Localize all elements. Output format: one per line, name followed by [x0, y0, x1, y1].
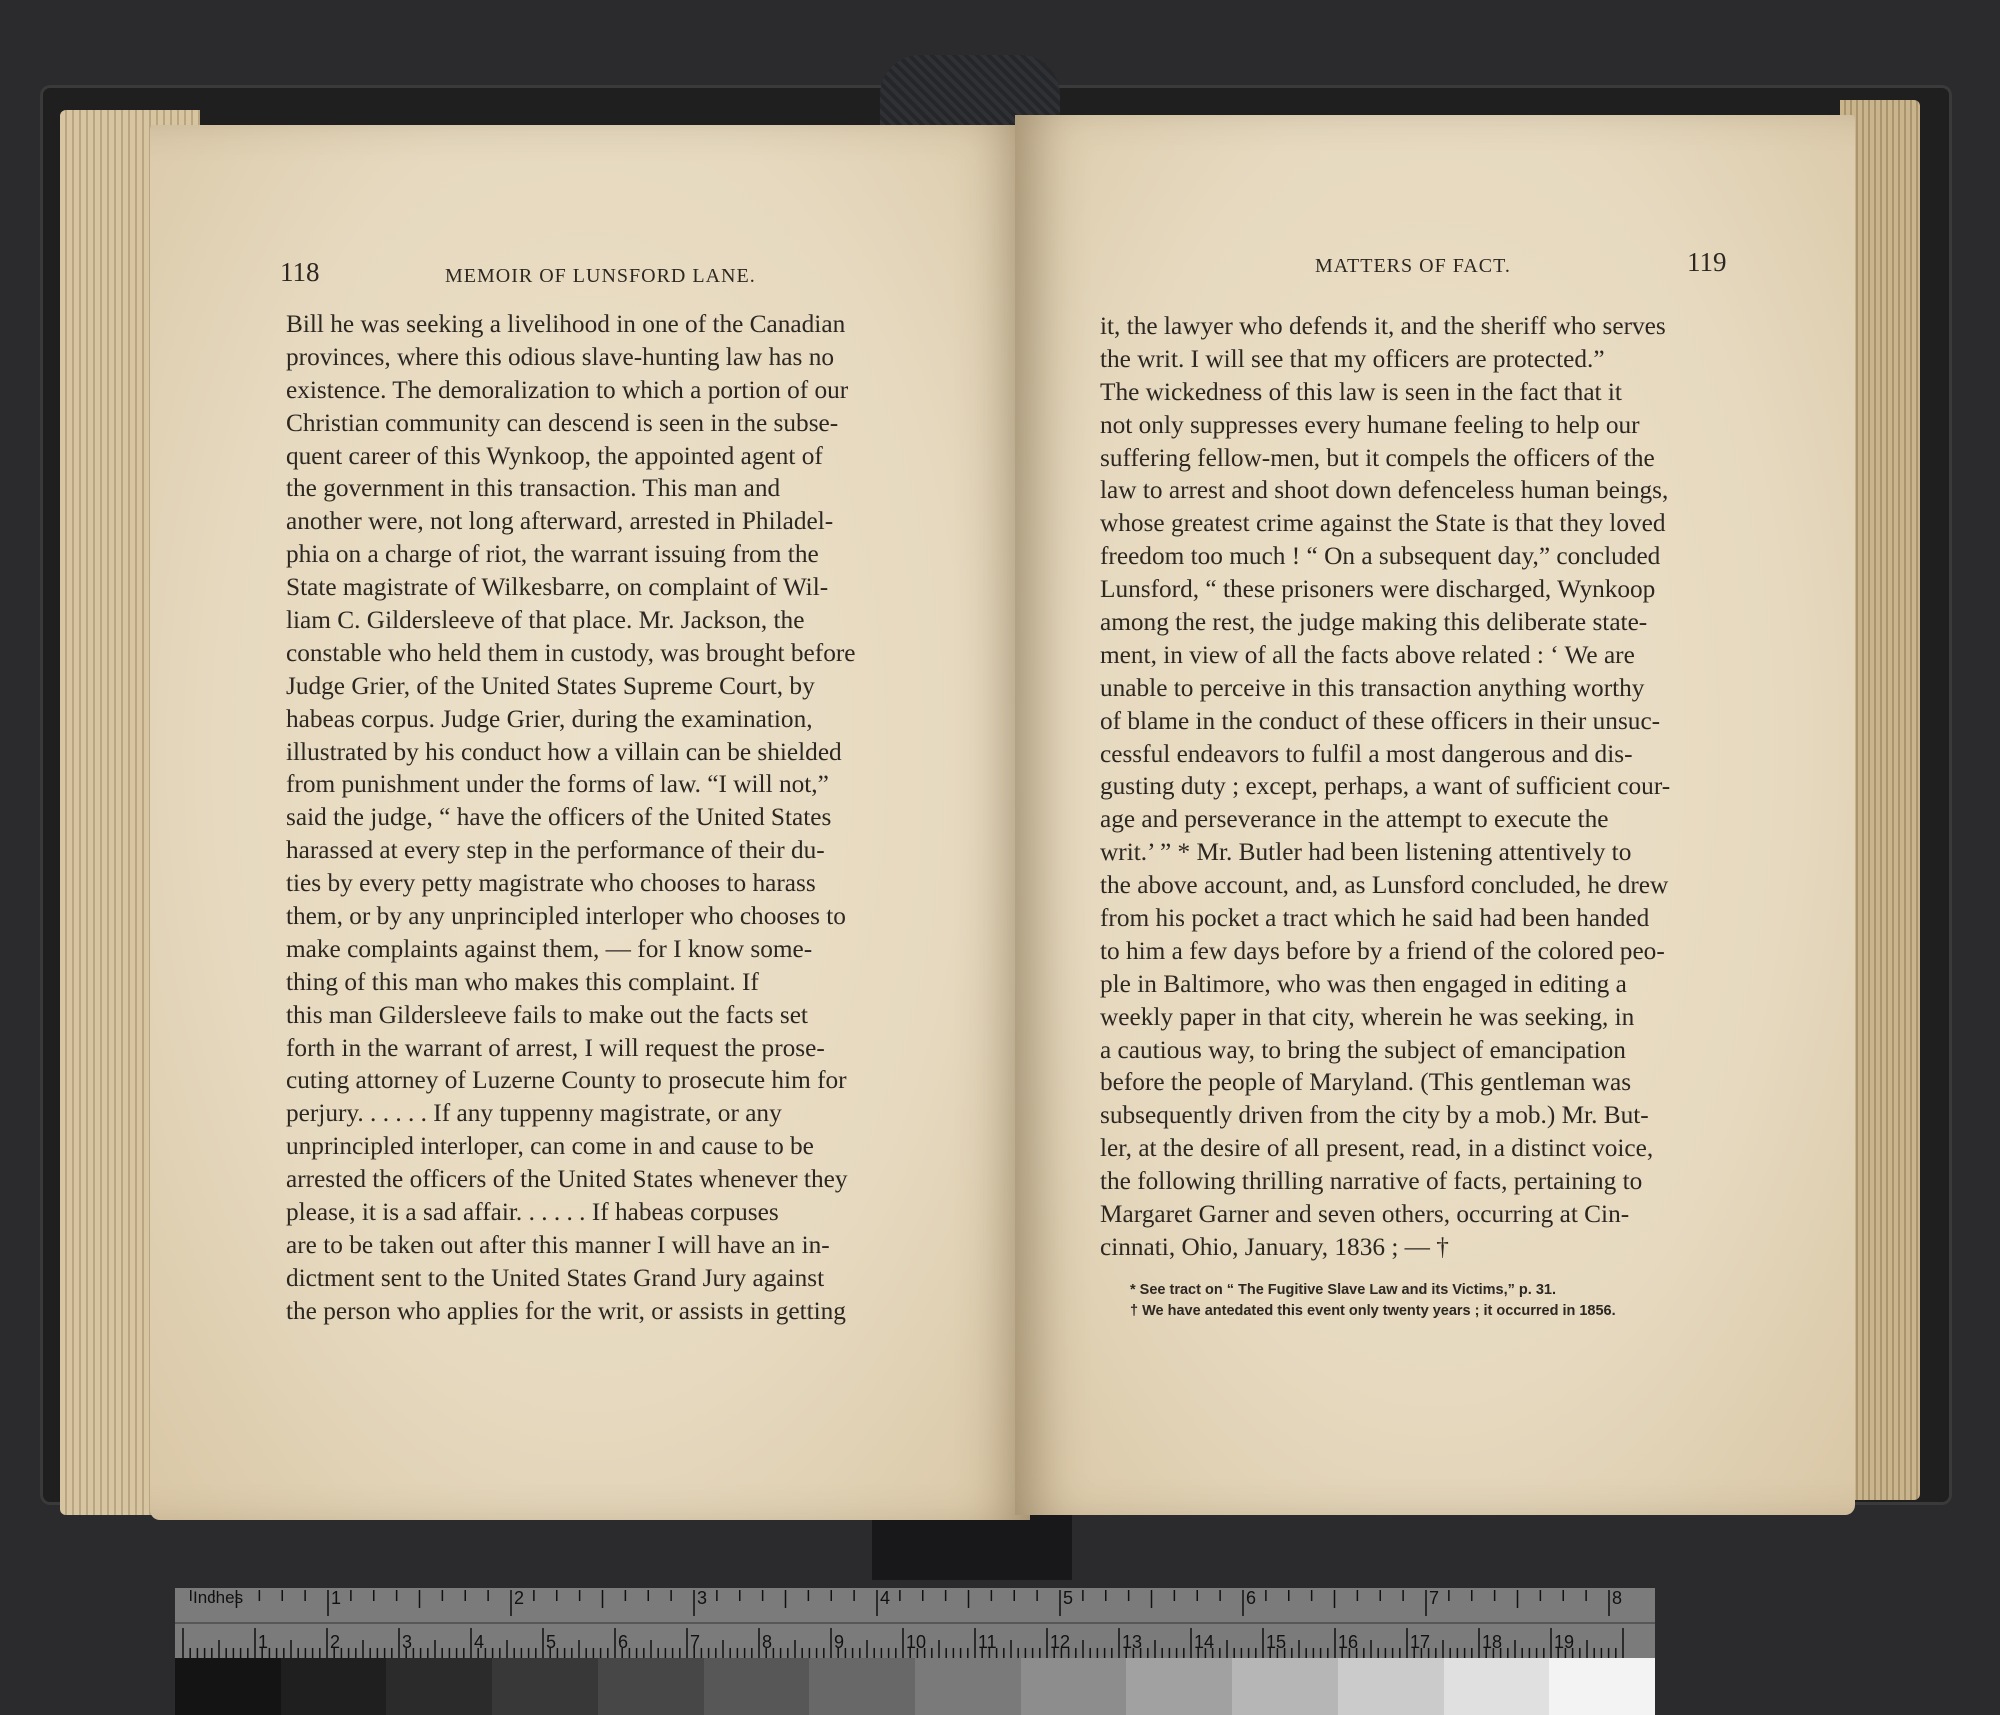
- text-line: another were, not long afterward, arrested in Philadel-: [286, 507, 834, 536]
- inch-label: 8: [1612, 1588, 1623, 1608]
- gray-patch: [1549, 1658, 1655, 1715]
- text-line: them, or by any unprincipled interloper who chooses to: [286, 902, 846, 931]
- text-line: age and perseverance in the attempt to execute the: [1100, 805, 1609, 834]
- cm-label: 8: [762, 1632, 773, 1652]
- text-line: a cautious way, to bring the subject of emancipation: [1100, 1035, 1626, 1064]
- footnote: † We have antedated this event only twenty years ; it occurred in 1856.: [1130, 1303, 1616, 1319]
- gray-patch: [704, 1658, 810, 1715]
- cm-label: 14: [1194, 1632, 1215, 1652]
- gray-patch: [492, 1658, 598, 1715]
- gray-patch: [1232, 1658, 1338, 1715]
- left-page: [150, 125, 1030, 1520]
- text-line: freedom too much ! “ On a subsequent day,” concluded: [1100, 542, 1661, 571]
- scale-ruler: [175, 1588, 1655, 1715]
- text-line: existence. The demoralization to which a portion of our: [286, 375, 849, 404]
- text-line: perjury. . . . . . If any tuppenny magistrate, or any: [286, 1099, 782, 1128]
- right-page: [1015, 115, 1855, 1515]
- text-line: this man Gildersleeve fails to make out the facts set: [286, 1000, 808, 1029]
- text-line: make complaints against them, — for I know some-: [286, 934, 813, 963]
- ruler-unit-label: Inches: [193, 1588, 244, 1607]
- cm-label: 13: [1122, 1632, 1143, 1652]
- text-line: from his pocket a tract which he said had been handed: [1100, 904, 1650, 933]
- text-line: suffering fellow-men, but it compels the officers of the: [1100, 443, 1655, 472]
- cm-label: 5: [546, 1632, 557, 1652]
- text-line: Lunsford, “ these prisoners were discharged, Wynkoop: [1100, 575, 1656, 604]
- text-line: harassed at every step in the performance of their du-: [286, 836, 825, 865]
- text-line: Bill he was seeking a livelihood in one of the Canadian: [286, 310, 846, 338]
- cm-label: 4: [474, 1632, 485, 1652]
- text-line: provinces, where this odious slave-hunting law has no: [286, 342, 834, 371]
- text-line: habeas corpus. Judge Grier, during the examination,: [286, 704, 813, 733]
- text-line: to him a few days before by a friend of the colored peo-: [1100, 936, 1665, 965]
- cm-label: 17: [1410, 1632, 1431, 1652]
- inch-label: 4: [880, 1588, 891, 1608]
- gray-patch: [1021, 1658, 1127, 1715]
- gray-patch: [175, 1658, 281, 1715]
- page-body: [286, 308, 926, 1328]
- cm-label: 7: [690, 1632, 701, 1652]
- cm-label: 12: [1050, 1632, 1071, 1652]
- cm-label: 1: [258, 1632, 269, 1652]
- footnotes: [1130, 1280, 1710, 1322]
- text-line: ler, at the desire of all present, read, in a distinct voice,: [1100, 1134, 1654, 1163]
- gray-patch: [915, 1658, 1021, 1715]
- text-line: the government in this transaction. This man and: [286, 474, 781, 503]
- text-line: arrested the officers of the United States whenever they: [286, 1165, 848, 1194]
- ruler-scale: [175, 1588, 1655, 1658]
- text-line: before the people of Maryland. (This gentleman was: [1100, 1068, 1632, 1097]
- cm-label: 11: [978, 1632, 997, 1652]
- gray-patch: [1444, 1658, 1550, 1715]
- text-line: ties by every petty magistrate who chooses to harass: [286, 869, 816, 898]
- inch-label: 7: [1429, 1588, 1440, 1608]
- text-line: whose greatest crime against the State is that they loved: [1100, 509, 1666, 538]
- text-line: from punishment under the forms of law. “I will not,”: [286, 770, 829, 799]
- text-line: constable who held them in custody, was brought before: [286, 638, 856, 667]
- text-line: Christian community can descend is seen in the subse-: [286, 408, 839, 437]
- inch-label: 5: [1063, 1588, 1074, 1608]
- page-number: 118: [280, 257, 320, 287]
- text-line: cuting attorney of Luzerne County to prosecute him for: [286, 1066, 847, 1095]
- cm-label: 9: [834, 1632, 845, 1652]
- inch-label: 1: [331, 1588, 342, 1608]
- text-line: writ.’ ” * Mr. Butler had been listening attentively to: [1100, 838, 1632, 867]
- gray-patch: [386, 1658, 492, 1715]
- cm-label: 15: [1266, 1632, 1287, 1652]
- text-line: the person who applies for the writ, or assists in getting: [286, 1296, 846, 1325]
- running-head: MATTERS OF FACT.: [1315, 255, 1511, 277]
- gray-patch: [1338, 1658, 1444, 1715]
- text-line: not only suppresses every humane feeling to help our: [1100, 410, 1640, 439]
- text-line: cinnati, Ohio, January, 1836 ; — †: [1100, 1232, 1449, 1261]
- text-line: Margaret Garner and seven others, occurring at Cin-: [1100, 1200, 1630, 1229]
- text-line: unprincipled interloper, can come in and cause to be: [286, 1132, 814, 1161]
- inch-label: 6: [1246, 1588, 1257, 1608]
- text-line: unable to perceive in this transaction anything worthy: [1100, 673, 1645, 702]
- text-line: ple in Baltimore, who was then engaged in editing a: [1100, 969, 1627, 998]
- text-line: please, it is a sad affair. . . . . . If habeas corpuses: [286, 1198, 779, 1227]
- page-number: 119: [1687, 247, 1727, 277]
- text-line: the following thrilling narrative of facts, pertaining to: [1100, 1167, 1643, 1196]
- text-line: the writ. I will see that my officers are protected.”: [1100, 344, 1605, 373]
- inch-label: 3: [697, 1588, 708, 1608]
- page-body: [1100, 310, 1725, 1264]
- text-line: illustrated by his conduct how a villain can be shielded: [286, 737, 842, 766]
- cm-label: 6: [618, 1632, 629, 1652]
- text-line: of blame in the conduct of these officers in their unsuc-: [1100, 706, 1661, 735]
- gray-patch: [598, 1658, 704, 1715]
- text-line: said the judge, “ have the officers of the United States: [286, 803, 832, 832]
- text-line: it, the lawyer who defends it, and the sheriff who serves: [1100, 312, 1666, 340]
- text-line: cessful endeavors to fulfil a most dangerous and dis-: [1100, 739, 1633, 768]
- text-line: among the rest, the judge making this deliberate state-: [1100, 608, 1648, 637]
- cm-label: 2: [330, 1632, 341, 1652]
- cm-label: 19: [1554, 1632, 1575, 1652]
- cm-label: 18: [1482, 1632, 1503, 1652]
- gray-scale-strip: [175, 1658, 1655, 1715]
- text-line: weekly paper in that city, wherein he was seeking, in: [1100, 1002, 1635, 1031]
- text-line: liam C. Gildersleeve of that place. Mr. Jackson, the: [286, 606, 805, 635]
- text-line: Judge Grier, of the United States Supreme Court, by: [286, 671, 815, 700]
- cm-label: 3: [402, 1632, 413, 1652]
- text-line: subsequently driven from the city by a mob.) Mr. But-: [1100, 1101, 1649, 1130]
- text-line: law to arrest and shoot down defenceless human beings,: [1100, 476, 1669, 505]
- footnote: * See tract on “ The Fugitive Slave Law and its Victims,” p. 31.: [1130, 1282, 1557, 1298]
- text-line: ment, in view of all the facts above related : ‘ We are: [1100, 640, 1635, 669]
- text-line: the above account, and, as Lunsford concluded, he drew: [1100, 871, 1669, 900]
- text-line: dictment sent to the United States Grand Jury against: [286, 1263, 825, 1292]
- running-head: MEMOIR OF LUNSFORD LANE.: [445, 265, 756, 287]
- text-line: forth in the warrant of arrest, I will request the prose-: [286, 1033, 825, 1062]
- inch-label: 2: [514, 1588, 525, 1608]
- text-line: State magistrate of Wilkesbarre, on complaint of Wil-: [286, 573, 829, 602]
- gray-patch: [1126, 1658, 1232, 1715]
- gray-patch: [809, 1658, 915, 1715]
- text-line: thing of this man who makes this complaint. If: [286, 967, 759, 996]
- text-line: The wickedness of this law is seen in the fact that it: [1100, 377, 1622, 406]
- text-line: phia on a charge of riot, the warrant issuing from the: [286, 540, 819, 569]
- cm-label: 16: [1338, 1632, 1359, 1652]
- cm-label: 10: [906, 1632, 927, 1652]
- text-line: are to be taken out after this manner I will have an in-: [286, 1230, 830, 1259]
- gray-patch: [281, 1658, 387, 1715]
- text-line: gusting duty ; except, perhaps, a want of sufficient cour-: [1100, 772, 1671, 801]
- text-line: quent career of this Wynkoop, the appointed agent of: [286, 441, 823, 470]
